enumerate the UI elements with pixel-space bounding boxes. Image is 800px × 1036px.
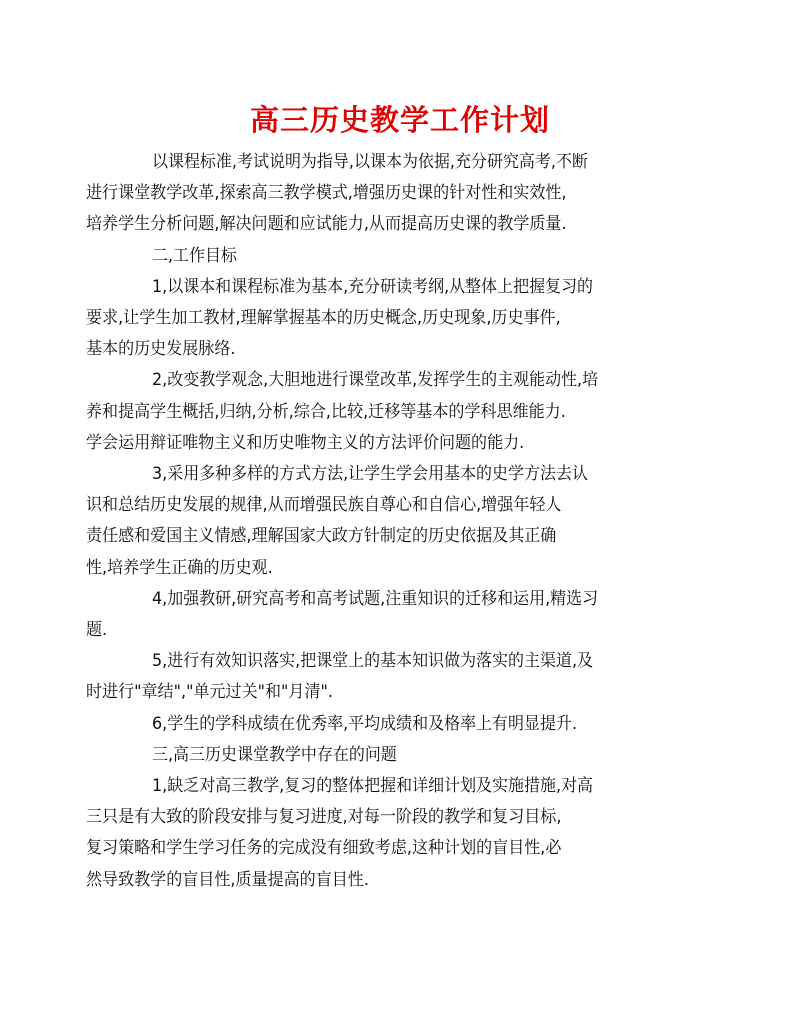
text-line: 3,采用多种多样的方式方法,让学生学会用基本的史学方法去认 [151, 464, 588, 485]
text-line: 6,学生的学科成绩在优秀率,平均成绩和及格率上有明显提升. [151, 713, 578, 734]
paragraph [86, 365, 690, 459]
paragraph [86, 459, 690, 584]
paragraph [86, 646, 690, 708]
paragraph [120, 709, 690, 740]
text-line: 三只是有大致的阶段安排与复习进度,对每一阶段的教学和复习目标, [86, 807, 562, 828]
text-line: 时进行"章结","单元过关"和"月清". [86, 682, 333, 703]
document-body [86, 147, 690, 896]
paragraph [86, 584, 690, 646]
text-line: 性,培养学生正确的历史观. [86, 557, 273, 578]
text-line: 识和总结历史发展的规律,从而增强民族自尊心和自信心,增强年轻人 [86, 495, 562, 516]
text-line: 三,高三历史课堂教学中存在的问题 [151, 744, 397, 765]
text-line: 二,工作目标 [151, 245, 237, 266]
text-line: 1,缺乏对高三教学,复习的整体把握和详细计划及实施措施,对高 [151, 776, 594, 797]
text-line: 1,以课本和课程标准为基本,充分研读考纲,从整体上把握复习的 [151, 276, 594, 297]
paragraph [86, 771, 690, 896]
paragraph [86, 272, 690, 366]
text-line: 复习策略和学生学习任务的完成没有细致考虑,这种计划的盲目性,必 [86, 838, 562, 859]
section-heading [120, 241, 690, 272]
text-line: 学会运用辩证唯物主义和历史唯物主义的方法评价问题的能力. [86, 432, 525, 453]
document-title: 高三历史教学工作计划 [249, 103, 550, 137]
text-line: 责任感和爱国主义情感,理解国家大政方针制定的历史依据及其正确 [86, 526, 557, 547]
section-heading [120, 740, 690, 771]
text-line: 培养学生分析问题,解决问题和应试能力,从而提高历史课的教学质量. [86, 214, 567, 235]
text-line: 然导致教学的盲目性,质量提高的盲目性. [86, 869, 369, 890]
text-line: 5,进行有效知识落实,把课堂上的基本知识做为落实的主渠道,及 [151, 651, 594, 672]
text-line: 以课程标准,考试说明为指导,以课本为依据,充分研究高考,不断 [151, 152, 588, 172]
text-line: 养和提高学生概括,归纳,分析,综合,比较,迁移等基本的学科思维能力. [86, 401, 566, 422]
text-line: 基本的历史发展脉络. [86, 339, 236, 360]
text-line: 要求,让学生加工教材,理解掌握基本的历史概念,历史现象,历史事件, [86, 308, 561, 329]
text-line: 4,加强教研,研究高考和高考试题,注重知识的迁移和运用,精选习 [151, 588, 599, 609]
text-line: 题. [86, 620, 108, 641]
text-line: 2,改变教学观念,大胆地进行课堂改革,发挥学生的主观能动性,培 [151, 370, 599, 391]
text-line: 进行课堂教学改革,探索高三教学模式,增强历史课的针对性和实效性, [86, 183, 567, 204]
paragraph [86, 147, 690, 241]
